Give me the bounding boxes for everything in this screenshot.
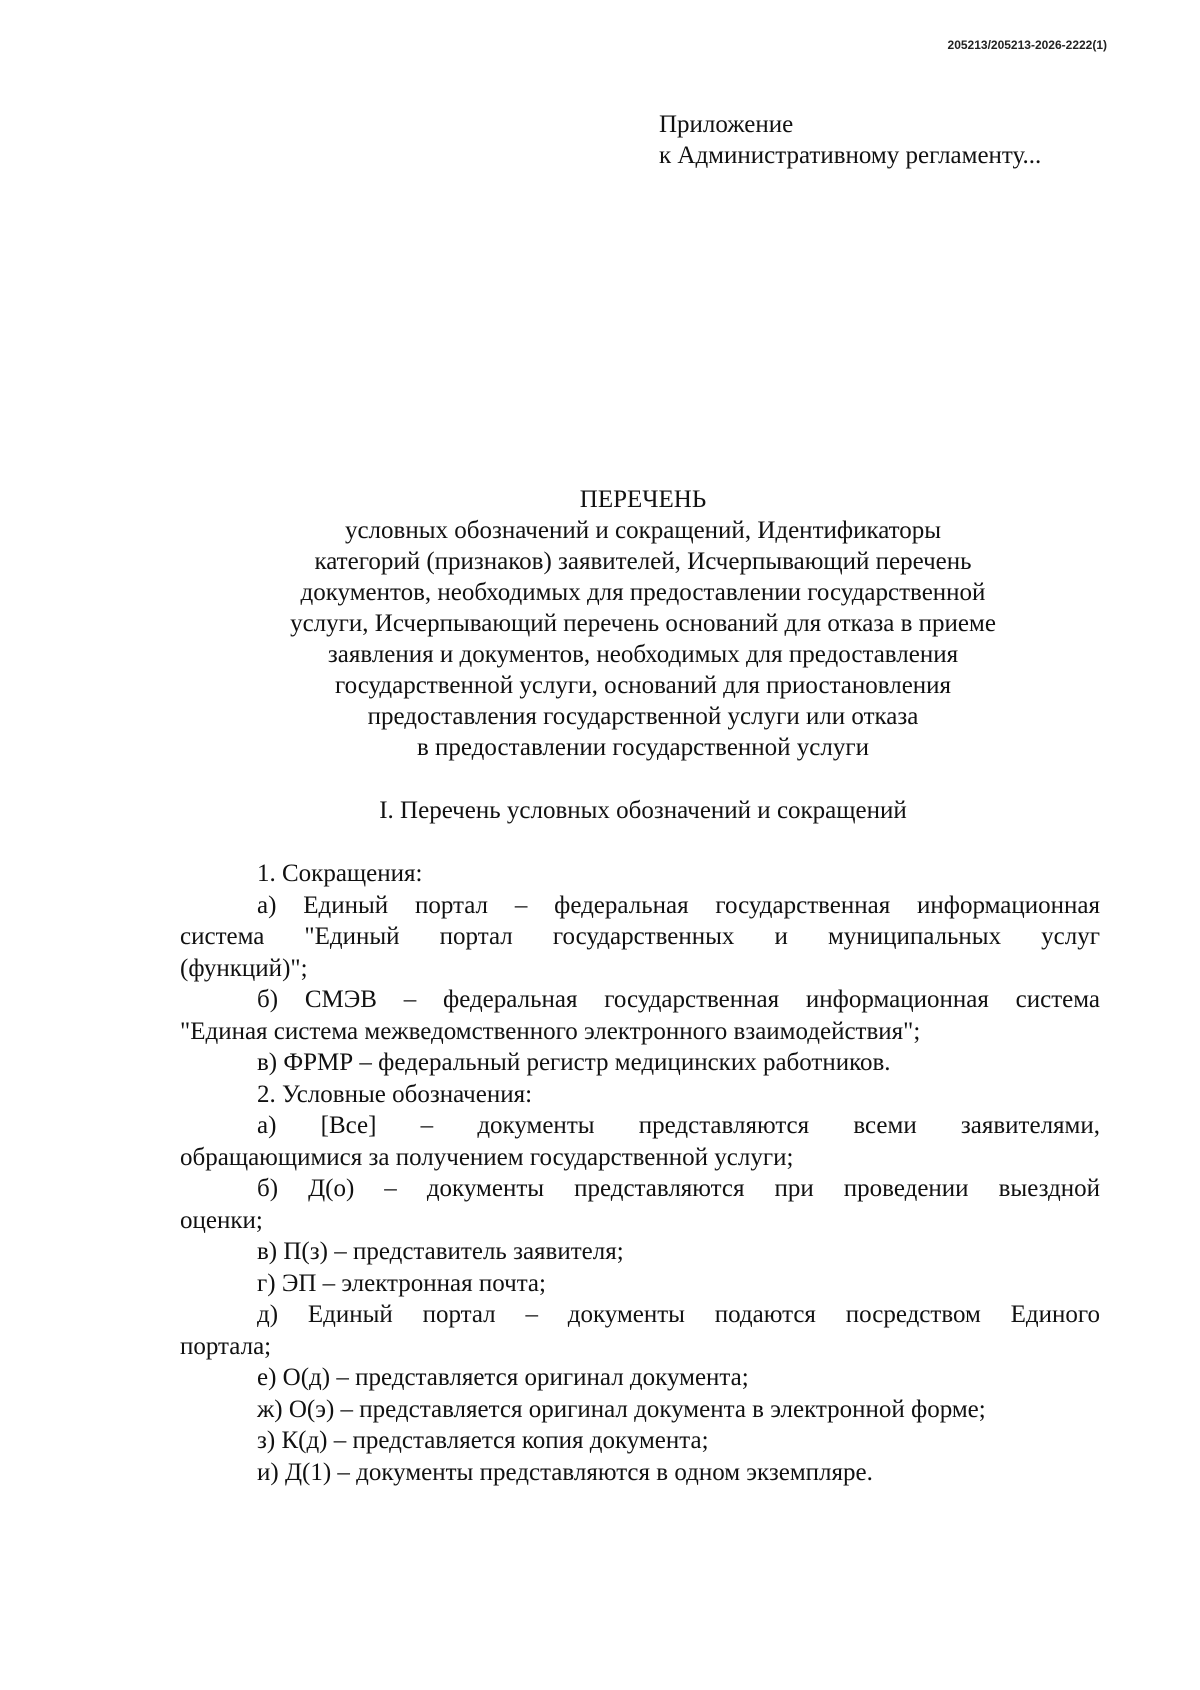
- appendix-note: [659, 109, 1041, 171]
- symbols-heading: 2. Условные обозначения:: [257, 1080, 533, 1108]
- title-line: категорий (признаков) заявителей, Исчерпывающий перечень: [314, 548, 972, 575]
- section-heading: I. Перечень условных обозначений и сокращений: [379, 797, 907, 824]
- paragraph-line: а) [Все] – документы представляются всеми заявителями,: [257, 1112, 1100, 1139]
- document-title: [150, 484, 1136, 763]
- paragraph-line: в) П(з) – представитель заявителя;: [257, 1238, 624, 1265]
- paragraph-line: "Единая система межведомственного электронного взаимодействия";: [180, 1017, 921, 1045]
- paragraph-line: б) СМЭВ – федеральная государственная информационная система: [257, 986, 1100, 1013]
- title-line: предоставления государственной услуги или отказа: [367, 703, 919, 730]
- title-line: в предоставлении государственной услуги: [416, 734, 870, 761]
- paragraph-line: ж) О(э) – представляется оригинал документа в электронной форме;: [257, 1395, 986, 1423]
- paragraph-line: г) ЭП – электронная почта;: [257, 1269, 546, 1297]
- paragraph-line: система "Единый портал государственных и муниципальных услуг: [180, 923, 1100, 950]
- paragraph-line: д) Единый портал – документы подаются посредством Единого: [257, 1301, 1100, 1328]
- paragraph-line: оценки;: [180, 1206, 263, 1234]
- document-body: [180, 858, 1100, 1488]
- paragraph-line: обращающимися за получением государственной услуги;: [180, 1143, 794, 1171]
- paragraph-line: б) Д(о) – документы представляются при проведении выездной: [257, 1175, 1100, 1202]
- paragraph-line: портала;: [180, 1332, 272, 1360]
- paragraph-line: в) ФРМР – федеральный регистр медицинских работников.: [257, 1049, 891, 1076]
- paragraph-line: и) Д(1) – документы представляются в одном экземпляре.: [257, 1458, 873, 1486]
- paragraph-line: а) Единый портал – федеральная государственная информационная: [257, 891, 1100, 919]
- abbreviations-heading: 1. Сокращения:: [257, 860, 423, 887]
- paragraph-line: з) К(д) – представляется копия документа;: [257, 1427, 709, 1454]
- appendix-line-1: Приложение: [659, 111, 794, 138]
- title-line: заявления и документов, необходимых для предоставления: [327, 641, 959, 668]
- document-id: 205213/205213-2026-2222(1): [947, 38, 1107, 52]
- paragraph-line: е) О(д) – представляется оригинал документа;: [257, 1364, 749, 1391]
- appendix-line-2: к Административному регламенту...: [659, 142, 1042, 169]
- title-line: услуги, Исчерпывающий перечень оснований для отказа в приеме: [290, 610, 996, 637]
- title-heading: ПЕРЕЧЕНЬ: [579, 486, 707, 513]
- title-line: государственной услуги, оснований для приостановления: [334, 672, 952, 699]
- paragraph-line: (функций)";: [180, 954, 308, 982]
- title-line: документов, необходимых для предоставлении государственной: [300, 579, 986, 606]
- title-line: условных обозначений и сокращений, Идентификаторы: [344, 517, 942, 544]
